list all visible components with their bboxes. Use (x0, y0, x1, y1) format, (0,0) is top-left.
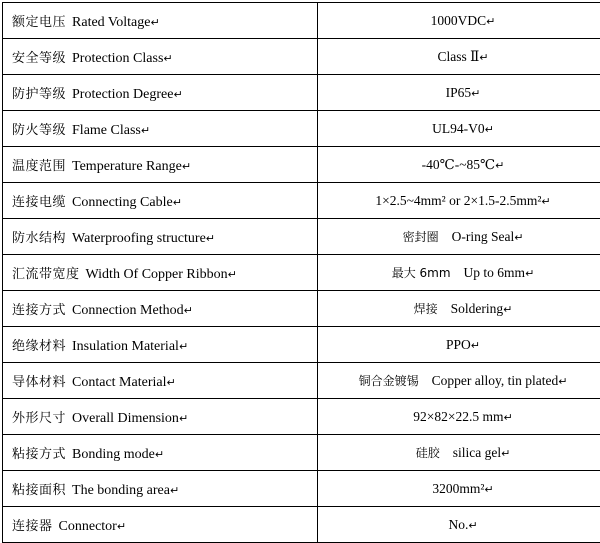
row-label-cell (3, 291, 318, 327)
paragraph-mark-icon: ↵ (228, 268, 237, 281)
row-label-chinese: 粘接面积 (12, 483, 66, 498)
row-label-english: Connection Method (72, 303, 184, 318)
row-value-cell (318, 39, 600, 75)
row-label-cell (3, 255, 318, 291)
row-label-cell (3, 219, 318, 255)
row-label-cell (3, 39, 318, 75)
table-row (3, 147, 600, 183)
paragraph-mark-icon: ↵ (173, 88, 182, 101)
row-value-cell (318, 219, 600, 255)
paragraph-mark-icon: ↵ (166, 376, 175, 389)
row-value-cell (318, 183, 600, 219)
row-label-chinese: 连接电缆 (12, 195, 66, 210)
row-value-chinese: 铜合金镀锡 (359, 374, 419, 388)
paragraph-mark-icon: ↵ (155, 448, 164, 461)
row-label-chinese: 连接器 (12, 519, 53, 534)
row-label-english: Width Of Copper Ribbon (86, 267, 228, 282)
paragraph-mark-icon: ↵ (141, 124, 150, 137)
table-row (3, 435, 600, 471)
row-label-english: Overall Dimension (72, 411, 179, 426)
paragraph-mark-icon: ↵ (525, 267, 534, 280)
row-value-chinese: 最大 6mm (392, 266, 451, 280)
row-value-english: Up to 6mm (464, 265, 526, 280)
paragraph-mark-icon: ↵ (117, 520, 126, 533)
row-label-chinese: 防护等级 (12, 87, 66, 102)
row-value-cell (318, 291, 600, 327)
row-value-cell (318, 399, 600, 435)
row-value-text: PPO (446, 337, 471, 352)
row-value-cell (318, 3, 600, 39)
row-label-cell (3, 435, 318, 471)
paragraph-mark-icon: ↵ (206, 232, 215, 245)
row-label-chinese: 防水结构 (12, 231, 66, 246)
row-value-text: No. (448, 517, 468, 532)
row-value-cell (318, 471, 600, 507)
row-label-chinese: 粘接方式 (12, 447, 66, 462)
paragraph-mark-icon: ↵ (182, 160, 191, 173)
row-value-english: Soldering (451, 301, 504, 316)
paragraph-mark-icon: ↵ (471, 87, 480, 100)
row-label-cell (3, 399, 318, 435)
paragraph-mark-icon: ↵ (170, 484, 179, 497)
row-value-text: 1000VDC (431, 13, 487, 28)
paragraph-mark-icon: ↵ (484, 483, 493, 496)
paragraph-mark-icon: ↵ (541, 195, 550, 208)
row-value-text: 92×82×22.5 mm (413, 409, 503, 424)
row-value-text: -40℃-~85℃ (422, 157, 496, 172)
row-label-cell (3, 75, 318, 111)
row-label-cell (3, 147, 318, 183)
row-label-english: Connecting Cable (72, 195, 173, 210)
paragraph-mark-icon: ↵ (558, 375, 567, 388)
row-value-cell (318, 435, 600, 471)
row-label-english: Insulation Material (72, 339, 179, 354)
row-value-cell (318, 327, 600, 363)
paragraph-mark-icon: ↵ (468, 519, 477, 532)
paragraph-mark-icon: ↵ (485, 123, 494, 136)
table-row (3, 327, 600, 363)
row-label-cell (3, 471, 318, 507)
paragraph-mark-icon: ↵ (486, 15, 495, 28)
table-body (3, 3, 600, 543)
row-label-cell (3, 507, 318, 543)
row-label-cell (3, 3, 318, 39)
paragraph-mark-icon: ↵ (495, 159, 504, 172)
row-label-cell (3, 111, 318, 147)
row-value-cell (318, 75, 600, 111)
row-label-english: Bonding mode (72, 447, 155, 462)
row-value-english: O-ring Seal (452, 229, 515, 244)
row-value-text: 1×2.5~4mm² or 2×1.5-2.5mm² (375, 193, 541, 208)
row-label-chinese: 连接方式 (12, 303, 66, 318)
row-label-chinese: 汇流带宽度 (12, 267, 80, 282)
row-value-chinese: 焊接 (414, 302, 438, 316)
row-label-chinese: 温度范围 (12, 159, 66, 174)
row-label-english: Protection Degree (72, 87, 173, 102)
table-row (3, 255, 600, 291)
row-label-english: Connector (59, 519, 117, 534)
table-row (3, 39, 600, 75)
row-value-cell (318, 147, 600, 183)
table-row (3, 111, 600, 147)
row-label-chinese: 额定电压 (12, 15, 66, 30)
table-row (3, 3, 600, 39)
row-label-cell (3, 327, 318, 363)
row-label-english: Rated Voltage (72, 15, 150, 30)
table-row (3, 363, 600, 399)
row-value-cell (318, 255, 600, 291)
paragraph-mark-icon: ↵ (173, 196, 182, 209)
row-label-english: Waterproofing structure (72, 231, 206, 246)
row-value-chinese: 硅胶 (416, 446, 440, 460)
table-row (3, 399, 600, 435)
row-label-chinese: 绝缘材料 (12, 339, 66, 354)
paragraph-mark-icon: ↵ (514, 231, 523, 244)
row-label-english: Contact Material (72, 375, 166, 390)
row-value-cell (318, 507, 600, 543)
row-label-english: Temperature Range (72, 159, 182, 174)
row-label-chinese: 导体材料 (12, 375, 66, 390)
row-value-text: 3200mm² (432, 481, 484, 496)
row-label-chinese: 安全等级 (12, 51, 66, 66)
row-label-cell (3, 183, 318, 219)
table-row (3, 183, 600, 219)
row-value-text: Class Ⅱ (437, 49, 479, 64)
row-value-text: IP65 (446, 85, 472, 100)
paragraph-mark-icon: ↵ (184, 304, 193, 317)
paragraph-mark-icon: ↵ (501, 447, 510, 460)
table-row (3, 291, 600, 327)
paragraph-mark-icon: ↵ (503, 303, 512, 316)
paragraph-mark-icon: ↵ (150, 16, 159, 29)
row-value-text: UL94-V0 (432, 121, 485, 136)
paragraph-mark-icon: ↵ (479, 51, 488, 64)
row-label-english: Flame Class (72, 123, 141, 138)
row-value-cell (318, 111, 600, 147)
table-row (3, 75, 600, 111)
paragraph-mark-icon: ↵ (504, 411, 513, 424)
row-value-english: silica gel (453, 445, 501, 460)
row-value-cell (318, 363, 600, 399)
row-label-cell (3, 363, 318, 399)
specification-table (2, 2, 600, 543)
table-row (3, 471, 600, 507)
paragraph-mark-icon: ↵ (163, 52, 172, 65)
row-label-english: Protection Class (72, 51, 163, 66)
paragraph-mark-icon: ↵ (179, 412, 188, 425)
row-label-english: The bonding area (72, 483, 170, 498)
row-label-chinese: 防火等级 (12, 123, 66, 138)
paragraph-mark-icon: ↵ (179, 340, 188, 353)
table-row (3, 507, 600, 543)
table-row (3, 219, 600, 255)
row-value-english: Copper alloy, tin plated (432, 373, 559, 388)
row-label-chinese: 外形尺寸 (12, 411, 66, 426)
paragraph-mark-icon: ↵ (471, 339, 480, 352)
row-value-chinese: 密封圈 (403, 230, 439, 244)
